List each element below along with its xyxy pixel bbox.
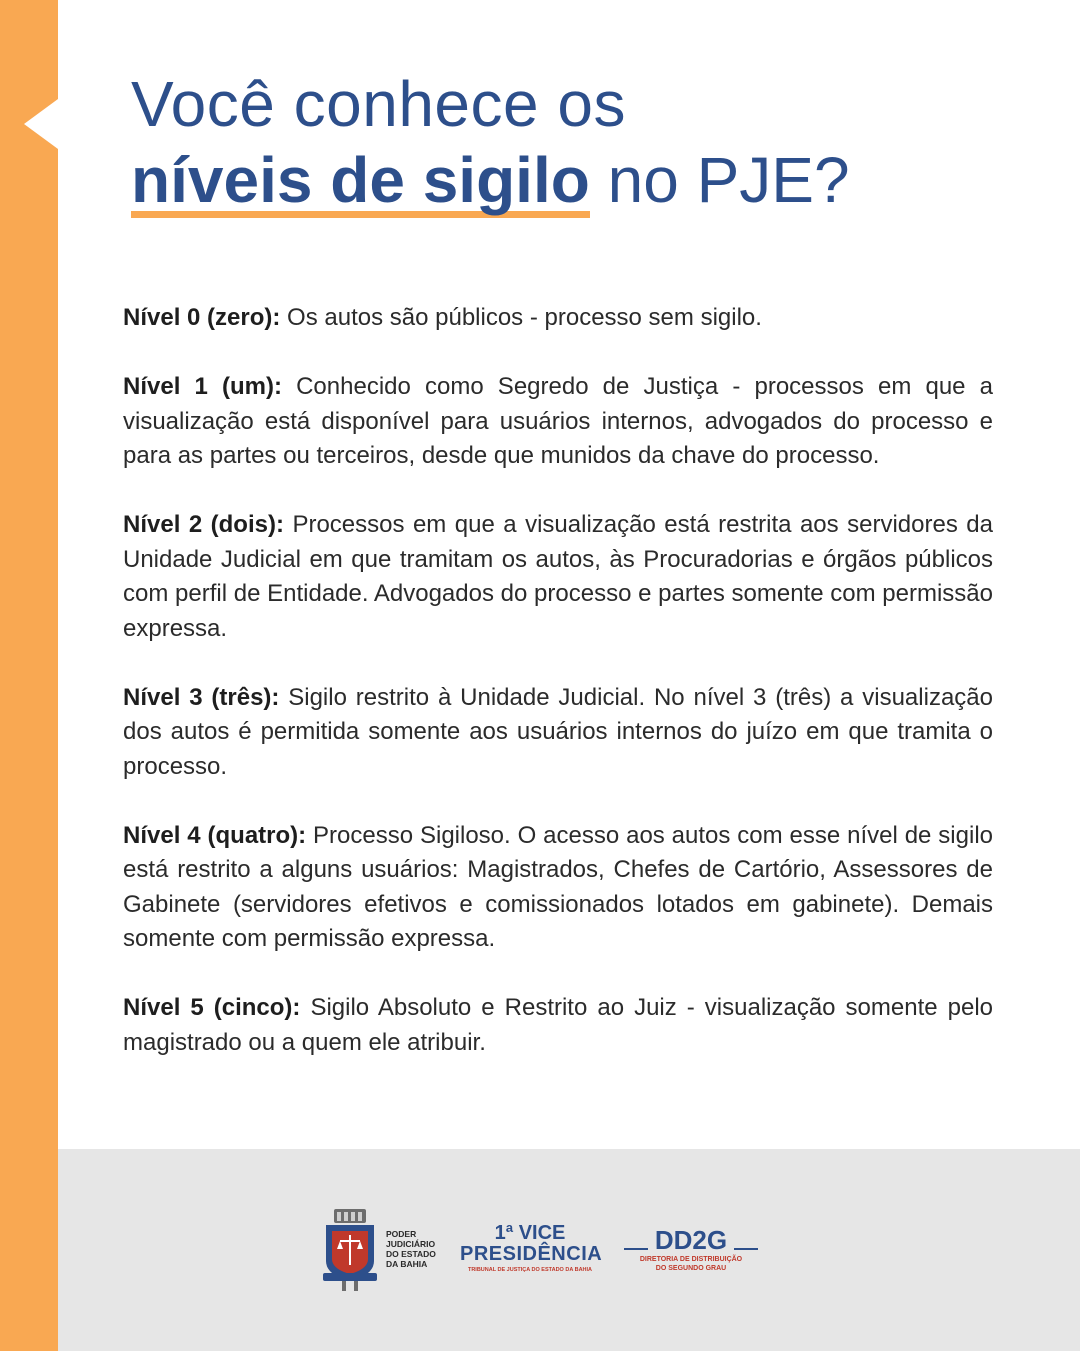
level-0-label: Nível 0 (zero): <box>123 304 281 331</box>
title-line-1: Você conhece os <box>131 68 626 140</box>
dd2g-sub-line-1: DIRETORIA DE DISTRIBUIÇÃO <box>639 1256 743 1263</box>
title-emphasis: níveis de sigilo <box>131 144 590 216</box>
level-4-paragraph <box>123 819 993 957</box>
level-4-text: Processo Sigiloso. O acesso aos autos com esse nível de sigilo está restrito a alguns usuários: Magistrados, Chefes de Cartório, Assessores de Gabinete (servidores efetivos e comissionados lotados em gabinete). Demais somente com permissão expressa. <box>123 821 993 952</box>
level-3-paragraph <box>123 681 993 785</box>
level-3-text: Sigilo restrito à Unidade Judicial. No nível 3 (três) a visualização dos autos é permitida somente aos usuários internos do juízo em que tramita o processo. <box>123 683 993 780</box>
level-5-label: Nível 5 (cinco): <box>123 994 301 1021</box>
vice-line-1: 1ª VICE <box>494 1222 566 1244</box>
level-1-label: Nível 1 (um): <box>123 373 282 400</box>
poder-line-3: DO ESTADO <box>386 1249 436 1259</box>
level-0-text: Os autos são públicos - processo sem sigilo. <box>280 304 762 331</box>
dd2g-logo <box>624 1225 758 1273</box>
level-1-paragraph <box>123 370 993 474</box>
poder-line-1: PODER <box>386 1229 417 1239</box>
level-0-paragraph <box>123 301 993 336</box>
level-5-paragraph <box>123 991 993 1060</box>
poder-line-2: JUDICIÁRIO <box>386 1239 436 1249</box>
title-rest: no PJE? <box>589 144 850 216</box>
level-1-text: Conhecido como Segredo de Justiça - processos em que a visualização está disponível para usuários internos, advogados do processo e para as partes ou terceiros, desde que munidos da chave do processo. <box>123 373 993 469</box>
level-2-text: Processos em que a visualização está restrita aos servidores da Unidade Judicial em que tramitam os autos, às Procuradorias e órgãos públicos com perfil de Entidade. Advogados do processo e partes somente com permissão expressa. <box>123 511 993 642</box>
vice-presidencia-logo <box>460 1222 603 1274</box>
poder-judiciario-text <box>386 1229 436 1269</box>
level-4-label: Nível 4 (quatro): <box>123 821 307 849</box>
side-accent-bar <box>0 0 58 1351</box>
footer-logos <box>58 1149 1080 1351</box>
levels-list <box>123 301 993 1095</box>
level-2-label: Nível 2 (dois): <box>123 511 284 538</box>
title-line-2 <box>131 142 1051 218</box>
page-title <box>131 66 1051 218</box>
side-notch-arrow <box>24 99 58 149</box>
court-seal-logo <box>320 1207 380 1293</box>
vice-line-2: PRESIDÊNCIA <box>460 1243 603 1265</box>
dd2g-title: DD2G <box>624 1225 758 1255</box>
level-3-label: Nível 3 (três): <box>123 683 280 711</box>
level-5-text: Sigilo Absoluto e Restrito ao Juiz - visualização somente pelo magistrado ou a quem ele atribuir. <box>123 994 993 1056</box>
vice-subtitle: TRIBUNAL DE JUSTIÇA DO ESTADO DA BAHIA <box>467 1267 593 1273</box>
level-2-paragraph <box>123 508 993 646</box>
poder-line-4: DA BAHIA <box>386 1259 428 1269</box>
dd2g-subtitle <box>624 1255 758 1273</box>
dd2g-sub-line-2: DO SEGUNDO GRAU <box>655 1265 727 1272</box>
